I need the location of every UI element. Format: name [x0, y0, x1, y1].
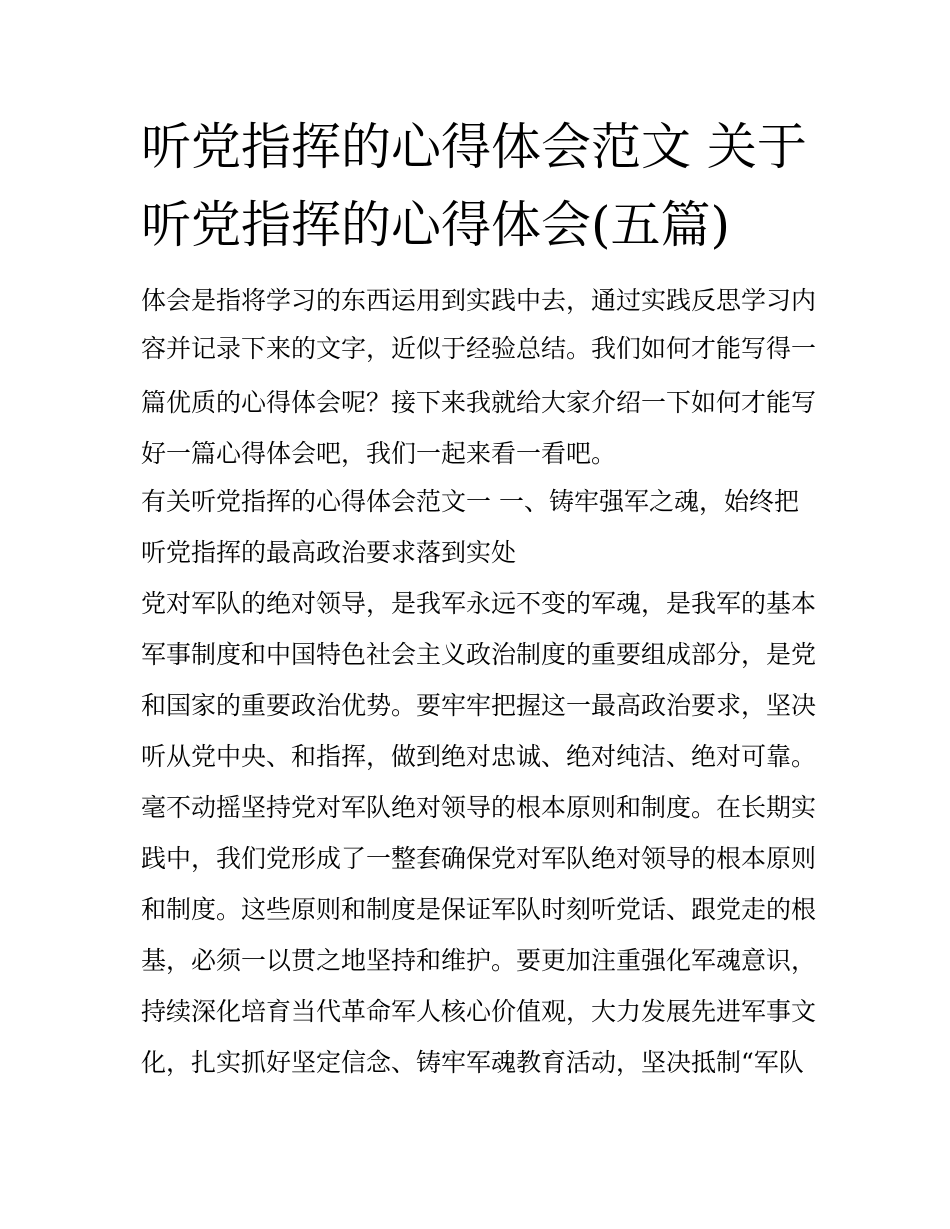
paragraph-line-4: 好一篇心得体会吧，我们一起来看一看吧。 — [141, 439, 617, 468]
paragraph-line-12: 基，必须一以贯之地坚持和维护。要更加注重强化军魂意识， — [141, 946, 817, 975]
document-title-line-1: 听党指挥的心得体会范文 关于 — [141, 118, 807, 176]
paragraph-line-11: 和制度。这些原则和制度是保证军队时刻听党话、跟党走的根 — [141, 895, 817, 924]
paragraph-line-2: 容并记录下来的文字，近似于经验总结。我们如何才能写得一 — [141, 334, 817, 363]
paragraph-line-8: 听从党中央、和指挥，做到绝对忠诚、绝对纯洁、绝对可靠。 — [141, 742, 817, 771]
paragraph-line-5: 党对军队的绝对领导，是我军永远不变的军魂，是我军的基本 — [141, 589, 817, 618]
section-heading-line-1: 有关听党指挥的心得体会范文一 一、铸牢强军之魂，始终把 — [141, 487, 799, 516]
paragraph-line-14: 化，扎实抓好坚定信念、铸牢军魂教育活动，坚决抵制“军队 — [141, 1048, 804, 1077]
paragraph-line-1: 体会是指将学习的东西运用到实践中去，通过实践反思学习内 — [141, 286, 817, 315]
paragraph-line-6: 军事制度和中国特色社会主义政治制度的重要组成部分，是党 — [141, 640, 817, 669]
paragraph-line-9: 毫不动摇坚持党对军队绝对领导的根本原则和制度。在长期实 — [141, 793, 817, 822]
section-heading-line-2: 听党指挥的最高政治要求落到实处 — [141, 538, 517, 567]
paragraph-line-7: 和国家的重要政治优势。要牢牢把握这一最高政治要求，坚决 — [141, 691, 817, 720]
paragraph-line-13: 持续深化培育当代革命军人核心价值观，大力发展先进军事文 — [141, 997, 817, 1026]
paragraph-line-10: 践中，我们党形成了一整套确保党对军队绝对领导的根本原则 — [141, 844, 817, 873]
paragraph-line-3: 篇优质的心得体会呢？接下来我就给大家介绍一下如何才能写 — [141, 388, 817, 417]
document-title-line-2: 听党指挥的心得体会(五篇) — [141, 196, 731, 254]
